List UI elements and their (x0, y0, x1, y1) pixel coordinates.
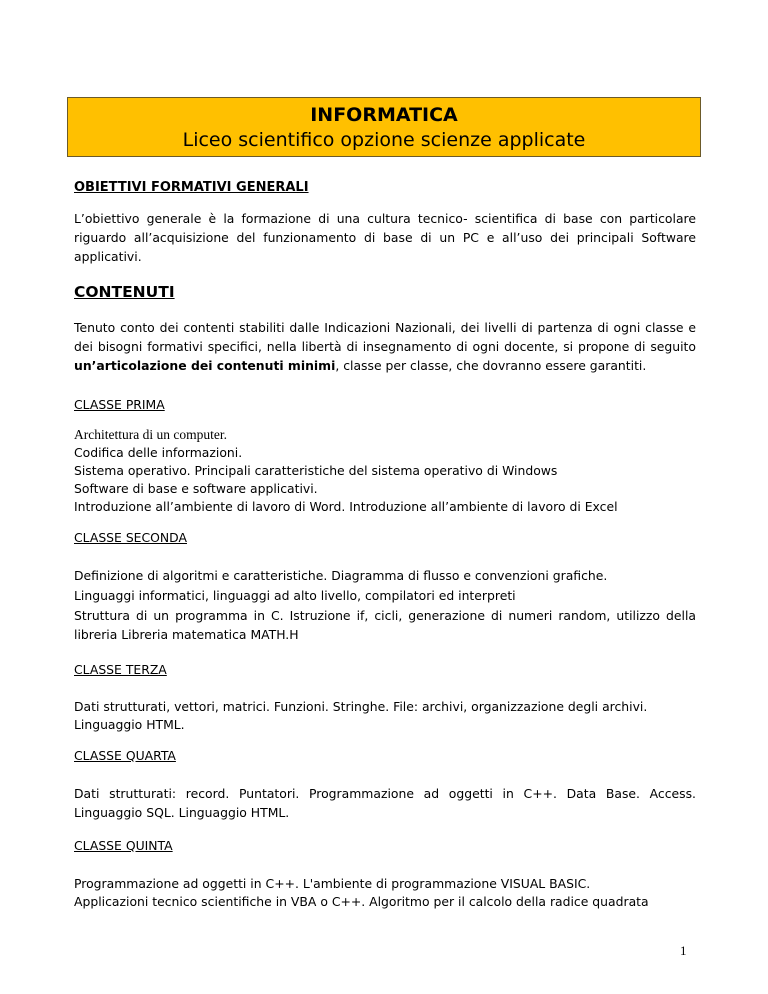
classe-prima-line: Architettura di un computer. (74, 427, 227, 442)
classe-quarta-heading: CLASSE QUARTA (74, 748, 176, 763)
classe-prima-line: Introduzione all’ambiente di lavoro di Word. Introduzione all’ambiente di lavoro di Excel (74, 499, 618, 514)
classe-terza-heading: CLASSE TERZA (74, 662, 167, 677)
classe-seconda-line: Definizione di algoritmi e caratteristiche. Diagramma di flusso e convenzioni grafiche. (74, 568, 608, 583)
classe-prima-line: Codifica delle informazioni. (74, 445, 243, 460)
contenuti-text-bold: un’articolazione dei contenuti minimi (74, 358, 336, 373)
classe-quinta-line: Programmazione ad oggetti in C++. L'ambiente di programmazione VISUAL BASIC. (74, 876, 591, 891)
obiettivi-text: L’obiettivo generale è la formazione di una cultura tecnico- scientifica di base con particolare riguardo all’acquisizione del funzionamento di base di un PC e all’uso dei principali Software applicativi. (74, 211, 696, 264)
classe-prima-heading: CLASSE PRIMA (74, 397, 165, 412)
document-subtitle: Liceo scientifico opzione scienze applicate (182, 129, 586, 151)
classe-quarta-paragraph: Dati strutturati: record. Puntatori. Programmazione ad oggetti in C++. Data Base. Access. Linguaggio SQL. Linguaggio HTML. (74, 786, 696, 820)
classe-quinta-line: Applicazioni tecnico scientifiche in VBA o C++. Algoritmo per il calcolo della radice quadrata (74, 894, 649, 909)
classe-terza-line: Linguaggio HTML. (74, 717, 185, 732)
page-number: 1 (680, 943, 687, 958)
title-box (67, 97, 701, 157)
classe-prima-line: Sistema operativo. Principali caratteristiche del sistema operativo di Windows (74, 463, 558, 478)
classe-seconda-paragraph: Struttura di un programma in C. Istruzione if, cicli, generazione di numeri random, utilizzo della libreria Libreria matematica MATH.H (74, 608, 696, 642)
classe-terza-line: Dati strutturati, vettori, matrici. Funzioni. Stringhe. File: archivi, organizzazione degli archivi. (74, 699, 648, 714)
classe-seconda-line: Linguaggi informatici, linguaggi ad alto livello, compilatori ed interpreti (74, 588, 516, 603)
contenuti-heading: CONTENUTI (74, 283, 175, 301)
contenuti-text-end: , classe per classe, che dovranno essere garantiti. (335, 358, 647, 373)
obiettivi-heading: OBIETTIVI FORMATIVI GENERALI (74, 180, 309, 195)
classe-seconda-heading: CLASSE SECONDA (74, 530, 187, 545)
classe-quinta-heading: CLASSE QUINTA (74, 838, 173, 853)
contenuti-text (74, 318, 696, 375)
contenuti-text-start: Tenuto conto dei contenti stabiliti dalle Indicazioni Nazionali, dei livelli di partenza di ogni classe e dei bisogni formativi specifici, nella libertà di insegnamento di ogni docente, si propone di seguito (74, 320, 696, 354)
classe-prima-line: Software di base e software applicativi. (74, 481, 318, 496)
document-title: INFORMATICA (310, 104, 458, 126)
